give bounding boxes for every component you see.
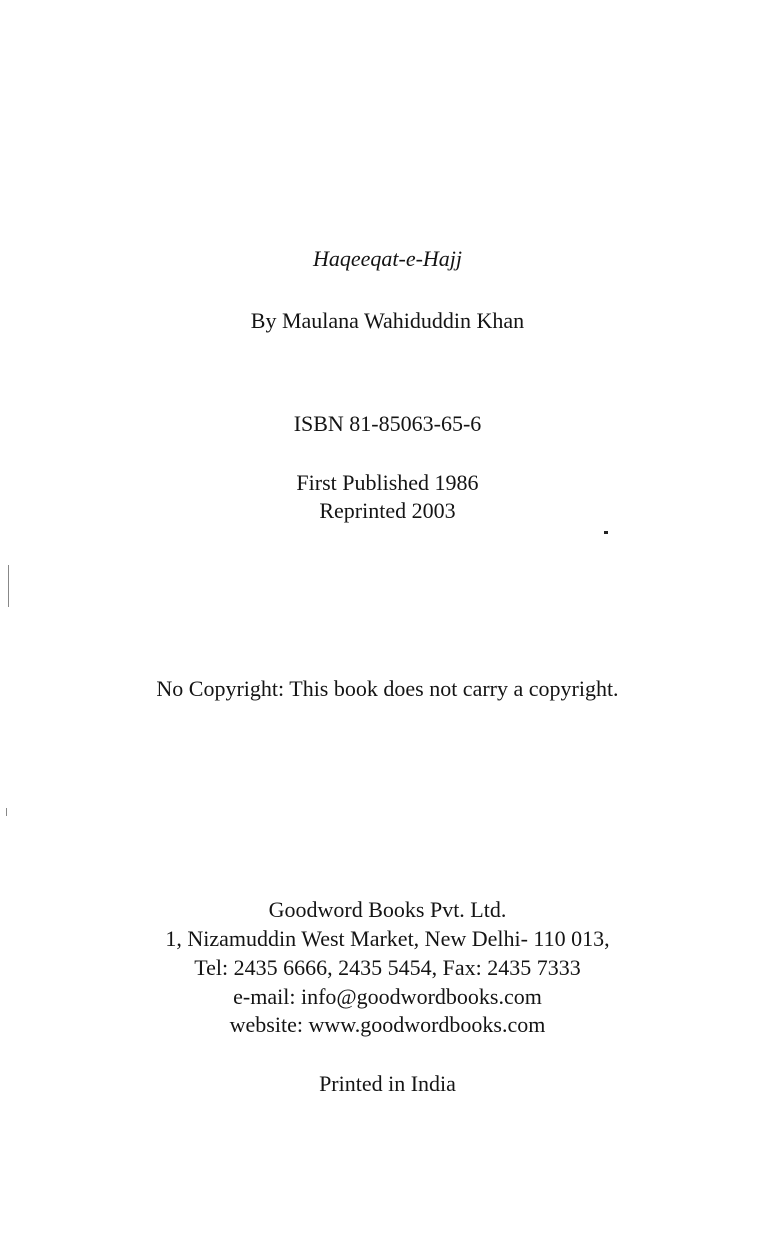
publisher-website: website: www.goodwordbooks.com: [229, 1012, 546, 1037]
printed-in-line: Printed in India: [319, 1071, 456, 1096]
publisher-email: e-mail: info@goodwordbooks.com: [233, 984, 542, 1009]
author-line: By Maulana Wahiduddin Khan: [250, 308, 525, 333]
publisher-name: Goodword Books Pvt. Ltd.: [268, 897, 507, 922]
first-published-line: First Published 1986: [296, 470, 479, 495]
publisher-phone-fax: Tel: 2435 6666, 2435 5454, Fax: 2435 7333: [194, 955, 581, 980]
margin-scan-mark: [6, 808, 7, 816]
scan-speck: [604, 531, 608, 534]
copyright-notice: No Copyright: This book does not carry a copyright.: [156, 676, 619, 701]
isbn-line: ISBN 81-85063-65-6: [293, 411, 482, 436]
book-title: Haqeeqat-e-Hajj: [312, 246, 463, 271]
margin-scan-mark: [8, 565, 9, 607]
reprinted-line: Reprinted 2003: [319, 498, 456, 523]
publisher-address: 1, Nizamuddin West Market, New Delhi- 110 013,: [165, 926, 610, 951]
